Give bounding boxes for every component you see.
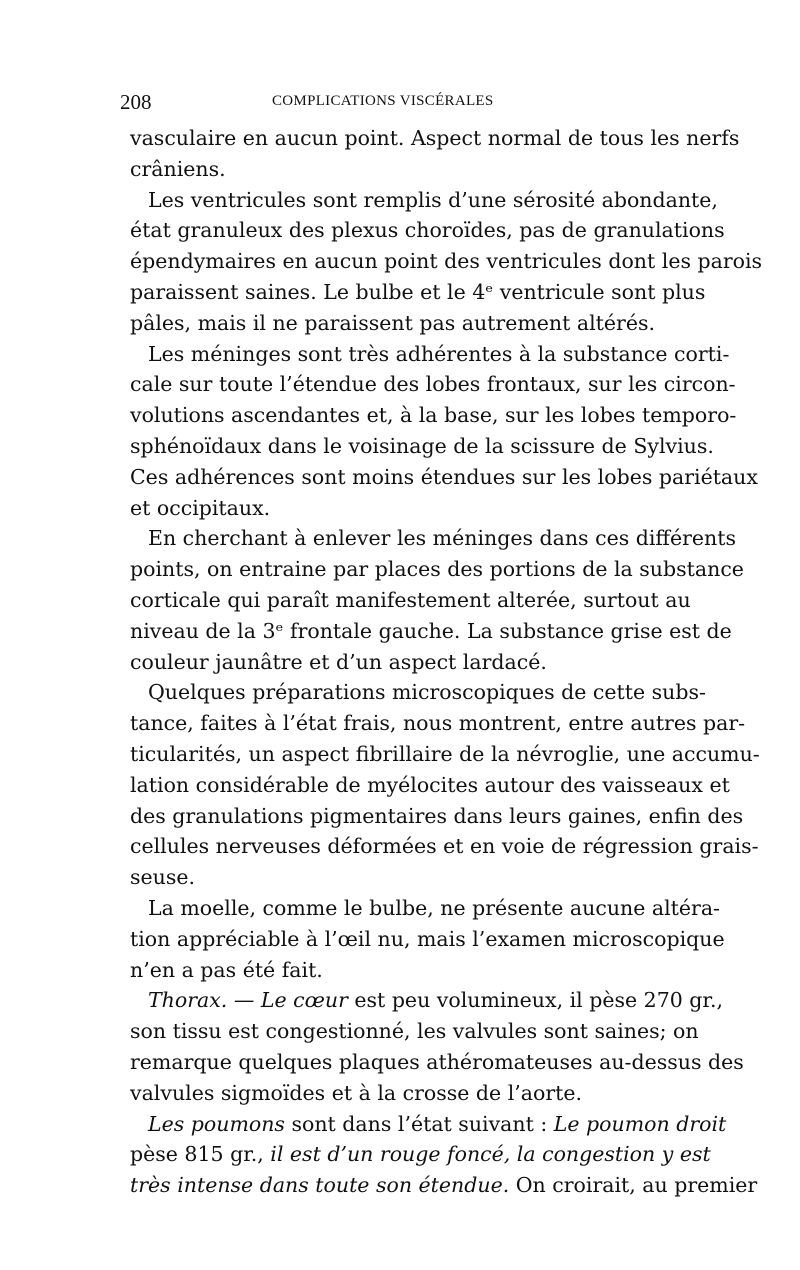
text-line: lation considérable de myélocites autour des vaisseaux et (130, 772, 730, 797)
em-dash: — (227, 988, 261, 1013)
text-line: état granuleux des plexus choroïdes, pas de granulations (130, 218, 725, 243)
text-line: En cherchant à enlever les méninges dans ces différents (148, 526, 737, 551)
text-line: Quelques préparations microscopiques de cette subs- (148, 680, 706, 705)
text-run: est peu volumineux, il pèse 270 gr., (347, 988, 723, 1013)
text-line: des granulations pigmentaires dans leurs gaines, enfin des (130, 803, 744, 828)
text-line: tance, faites à l’état frais, nous montrent, entre autres par- (130, 711, 746, 736)
text-line: corticale qui paraît manifestement alterée, surtout au (130, 587, 691, 612)
text-line: ticularités, un aspect fibrillaire de la névroglie, une accumu- (130, 741, 760, 766)
paragraph (130, 893, 725, 985)
paragraph (130, 985, 744, 1108)
text-line: seuse. (130, 865, 196, 890)
paragraph (130, 677, 760, 893)
italic-term: Le poumon droit (553, 1111, 727, 1136)
text-line: vasculaire en aucun point. Aspect normal de tous les nerfs (130, 126, 740, 150)
italic-term: Le cœur (260, 988, 348, 1013)
running-title: COMPLICATIONS VISCÉRALES (272, 93, 494, 109)
text-line: crâniens. (130, 156, 226, 181)
page-number: 208 (120, 90, 152, 114)
paragraph (130, 1109, 758, 1201)
paragraph (130, 185, 763, 339)
text-line: niveau de la 3ᵉ frontale gauche. La substance grise est de (130, 618, 732, 643)
section-label-thorax: Thorax. (148, 988, 228, 1013)
text-line: Les méninges sont très adhérentes à la substance corti- (148, 341, 730, 366)
text-line: cellules nerveuses déformées et en voie de régression grais- (130, 834, 759, 859)
text-line: points, on entraine par places des portions de la substance (130, 557, 744, 582)
text-line: pâles, mais il ne paraissent pas autrement altérés. (130, 310, 655, 335)
text-line: et occipitaux. (130, 495, 271, 520)
italic-term: Les poumons (148, 1111, 285, 1136)
text-line: cale sur toute l’étendue des lobes frontaux, sur les circon- (130, 372, 736, 397)
text-run: pèse 815 gr., (130, 1142, 271, 1167)
text-line: volutions ascendantes et, à la base, sur les lobes temporo- (130, 403, 737, 428)
italic-run: très intense dans toute son étendue. (130, 1173, 510, 1198)
text-line (130, 1139, 711, 1170)
italic-run: il est d’un rouge foncé, la congestion y est (270, 1142, 711, 1167)
text-line: Les ventricules sont remplis d’une sérosité abondante, (148, 187, 718, 212)
paragraph (130, 523, 744, 677)
text-line: épendymaires en aucun point des ventricules dont les parois (130, 249, 763, 274)
text-line: sphénoïdaux dans le voisinage de la scissure de Sylvius. (130, 433, 714, 458)
text-line: Ces adhérences sont moins étendues sur les lobes pariétaux (130, 464, 758, 489)
paragraph (130, 123, 740, 185)
text-line (130, 1170, 758, 1201)
body-text (130, 123, 763, 1201)
text-line: remarque quelques plaques athéromateuses au-dessus des (130, 1049, 744, 1074)
text-run: sont dans l’état suivant : (284, 1111, 554, 1136)
paragraph (130, 339, 758, 524)
text-line: valvules sigmoïdes et à la crosse de l’aorte. (130, 1080, 583, 1105)
text-line: tion appréciable à l’œil nu, mais l’examen microscopique (130, 926, 725, 951)
text-line: La moelle, comme le bulbe, ne présente aucune altéra- (148, 895, 720, 920)
text-line: n’en a pas été fait. (130, 957, 323, 982)
text-line: son tissu est congestionné, les valvules sont saines; on (130, 1019, 699, 1044)
text-run: On croirait, au premier (509, 1173, 758, 1198)
text-line (130, 1109, 727, 1140)
text-line (130, 985, 723, 1016)
text-line: couleur jaunâtre et d’un aspect lardacé. (130, 649, 547, 674)
text-line: paraissent saines. Le bulbe et le 4ᵉ ventricule sont plus (130, 279, 706, 304)
